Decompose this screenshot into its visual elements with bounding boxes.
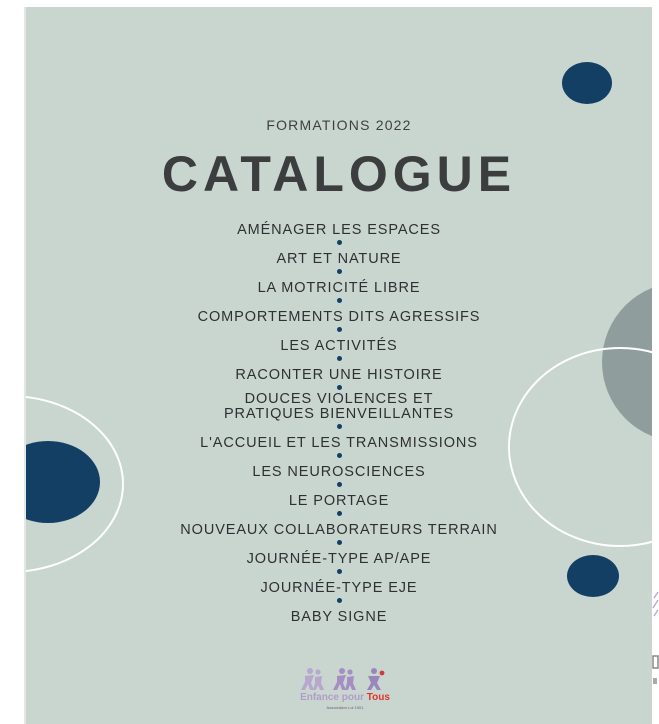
logo-tagline: Association Loi 1901: [326, 705, 364, 710]
course-item[interactable]: LA MOTRICITÉ LIBRE: [257, 280, 421, 296]
bullet-separator: [337, 569, 342, 574]
course-item[interactable]: NOUVEAUX COLLABORATEURS TERRAIN: [180, 522, 498, 538]
bullet-separator: [337, 298, 342, 303]
course-list: [26, 223, 652, 625]
course-item[interactable]: ART ET NATURE: [276, 251, 402, 267]
bullet-separator: [337, 453, 342, 458]
bullet-separator: [337, 540, 342, 545]
bullet-separator: [337, 424, 342, 429]
bullet-separator: [337, 598, 342, 603]
course-item[interactable]: BABY SIGNE: [290, 609, 388, 625]
course-item[interactable]: JOURNÉE-TYPE AP/APE: [246, 551, 432, 567]
bullet-separator: [337, 511, 342, 516]
decorative-circle-top-right: [562, 62, 612, 104]
bullet-separator: [337, 385, 342, 390]
bullet-separator: [337, 356, 342, 361]
children-figures-icon: [288, 667, 402, 691]
bullet-separator: [337, 240, 342, 245]
course-item[interactable]: LE PORTAGE: [288, 493, 390, 509]
bullet-separator: [337, 269, 342, 274]
course-item[interactable]: COMPORTEMENTS DITS AGRESSIFS: [197, 309, 481, 325]
enfance-pour-tous-logo: [282, 667, 408, 711]
adjacent-page-fragment: [652, 590, 659, 690]
catalogue-title: CATALOGUE: [161, 146, 517, 202]
catalogue-subtitle: FORMATIONS 2022: [266, 117, 412, 133]
bullet-separator: [337, 482, 342, 487]
bullet-separator: [337, 327, 342, 332]
course-item[interactable]: JOURNÉE-TYPE EJE: [260, 580, 418, 596]
course-item[interactable]: LES ACTIVITÉS: [280, 338, 398, 354]
logo-name: Enfance pour Tous: [300, 692, 390, 703]
course-item[interactable]: L'ACCUEIL ET LES TRANSMISSIONS: [200, 435, 478, 451]
catalogue-page: [26, 7, 652, 724]
course-item[interactable]: DOUCES VIOLENCES ET PRATIQUES BIENVEILLANTES: [223, 391, 455, 422]
course-item[interactable]: RACONTER UNE HISTOIRE: [235, 367, 443, 383]
course-item[interactable]: LES NEUROSCIENCES: [252, 464, 426, 480]
course-item[interactable]: AMÉNAGER LES ESPACES: [237, 222, 441, 238]
